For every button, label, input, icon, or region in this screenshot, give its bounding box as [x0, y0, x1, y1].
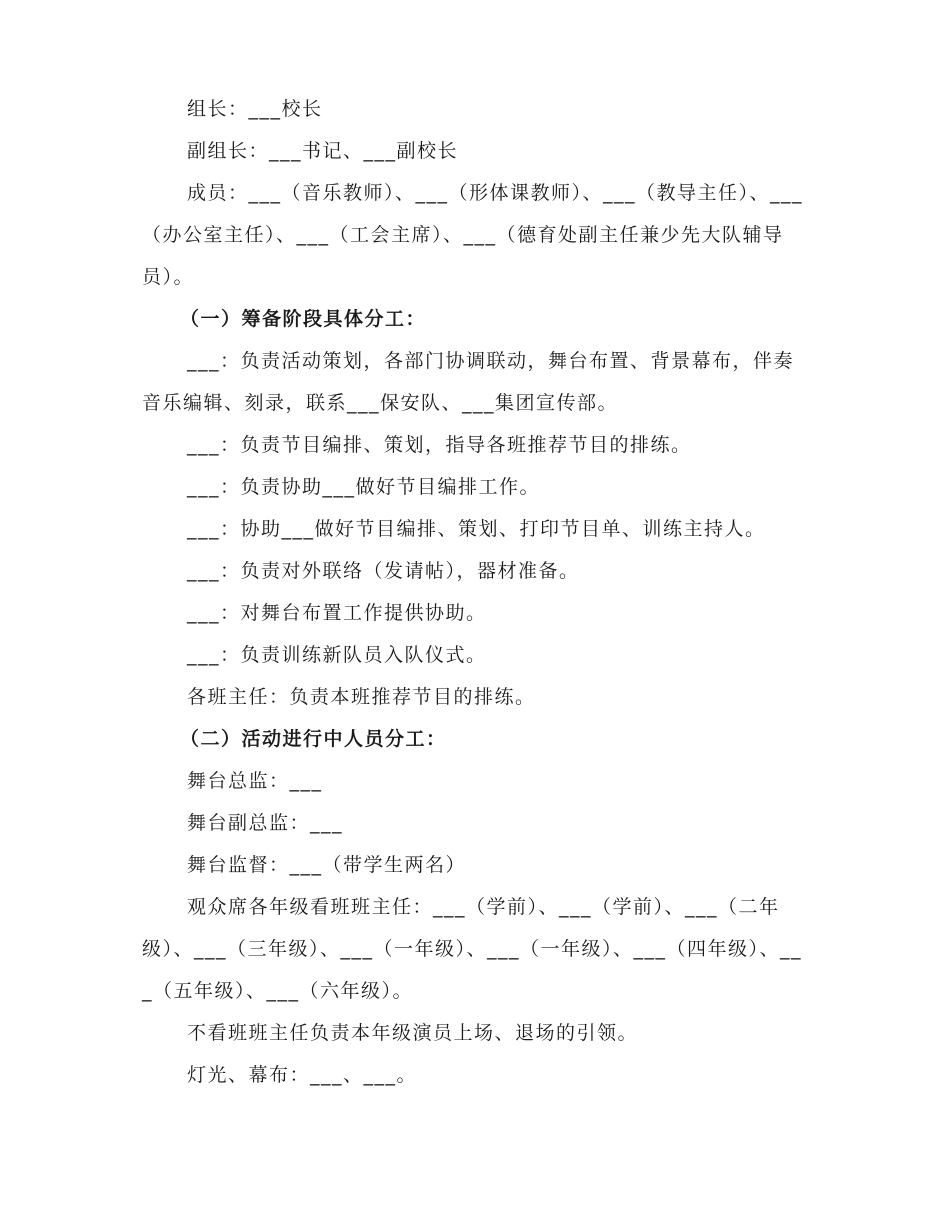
paragraph-task-assist: ___：负责协助___做好节目编排工作。 [187, 476, 541, 498]
paragraph-stage-supervisor: 舞台监督：___（带学生两名） [187, 854, 467, 876]
paragraph-performer-guidance: 不看班班主任负责本年级演员上场、退场的引领。 [187, 1022, 639, 1044]
paragraph-audience-teachers: 观众席各年级看班班主任：___（学前）、___（学前）、___（二年级）、___（三年级）、___（一年级）、___（一年级）、___（四年级）、___（五年级）、___（六年级）。 [142, 896, 803, 1002]
paragraph-task-planning: ___：负责活动策划，各部门协调联动，舞台布置、背景幕布，伴奏音乐编辑、刻录，联系___保安队、___集团宣传部。 [142, 350, 795, 414]
section-heading-event: （二）活动进行中人员分工： [180, 728, 447, 750]
section-heading-preparation: （一）筹备阶段具体分工： [180, 308, 427, 330]
paragraph-stage-director: 舞台总监：___ [187, 770, 323, 792]
paragraph-task-liaison: ___：负责对外联络（发请帖），器材准备。 [187, 560, 580, 582]
paragraph-task-program: ___：负责节目编排、策划，指导各班推荐节目的排练。 [187, 434, 692, 456]
paragraph-task-stage-support: ___：对舞台布置工作提供协助。 [187, 602, 487, 624]
paragraph-members: 成员：___（音乐教师）、___（形体课教师）、___（教导主任）、___（办公室主任）、___（工会主席）、___（德育处副主任兼少先大队辅导员）。 [142, 182, 804, 288]
document-body [142, 88, 810, 1096]
paragraph-task-host-training: ___：协助___做好节目编排、策划、打印节目单、训练主持人。 [187, 518, 766, 540]
paragraph-deputy-leader: 副组长：___书记、___副校长 [187, 140, 459, 162]
paragraph-stage-deputy-director: 舞台副总监：___ [187, 812, 344, 834]
paragraph-task-ceremony: ___：负责训练新队员入队仪式。 [187, 644, 487, 666]
paragraph-task-class-teachers: 各班主任：负责本班推荐节目的排练。 [187, 686, 536, 708]
paragraph-leader: 组长：___校长 [187, 98, 323, 120]
paragraph-lighting-curtain: 灯光、幕布：___、___。 [187, 1064, 418, 1086]
